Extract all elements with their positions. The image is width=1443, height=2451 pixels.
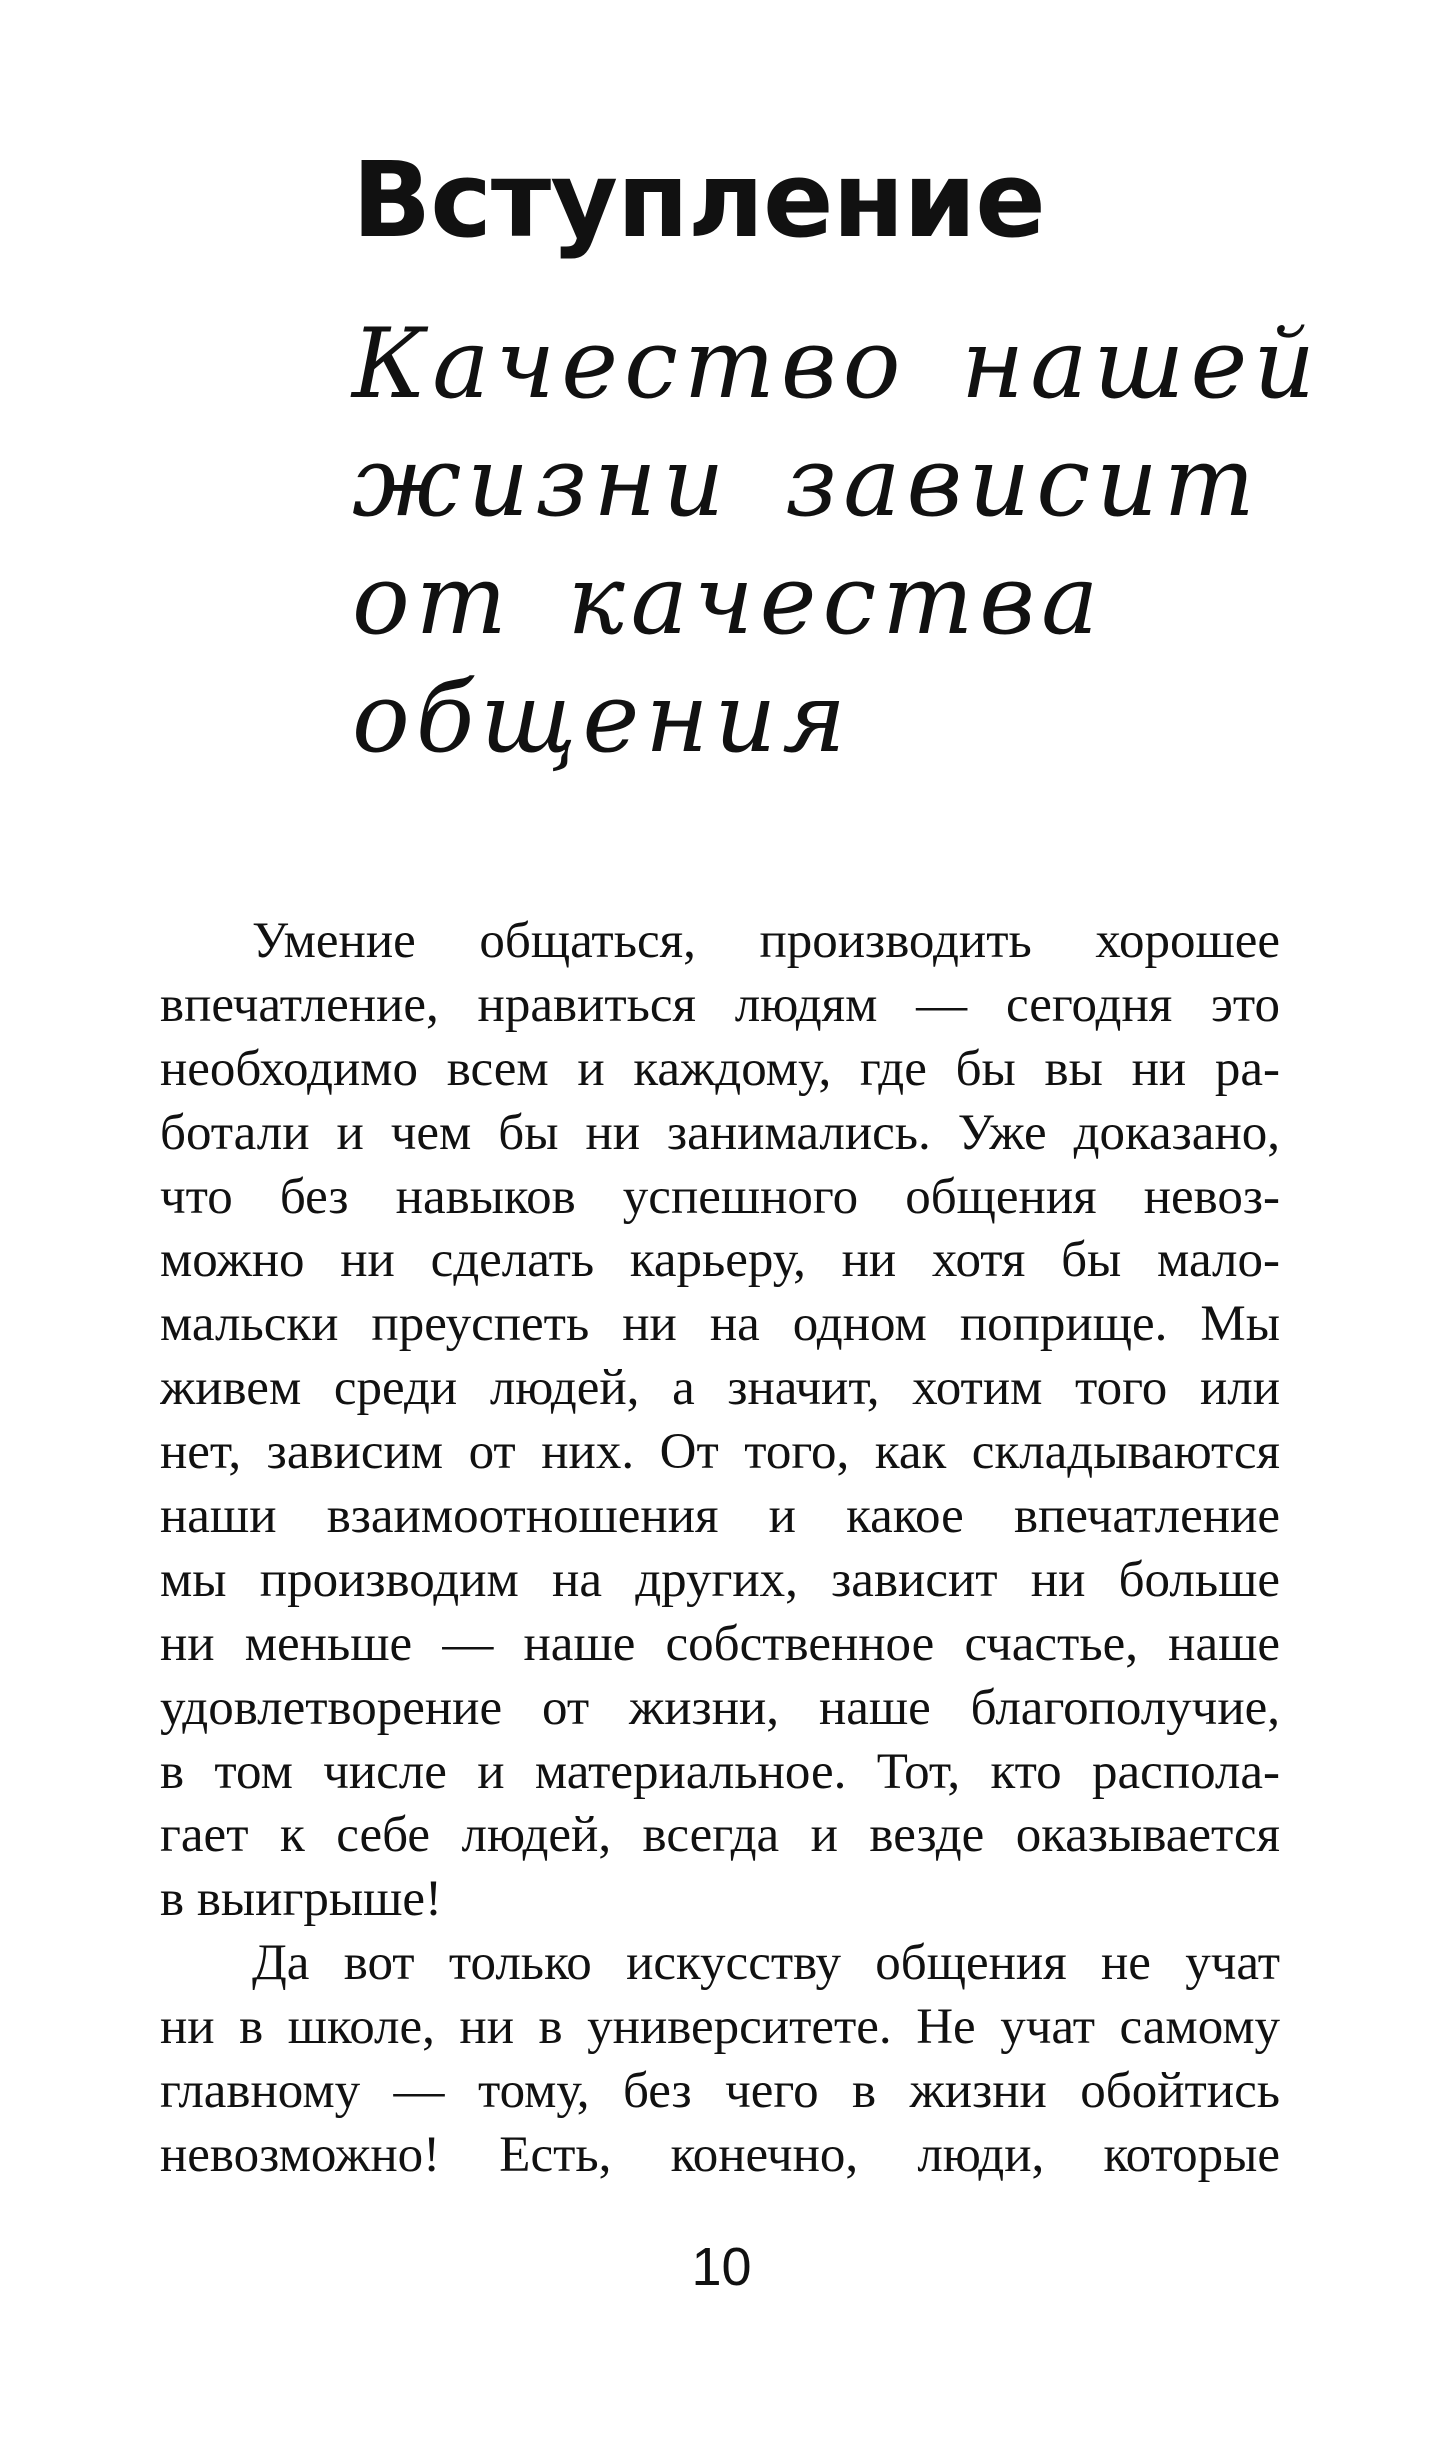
epigraph-line: жизни зависит bbox=[352, 426, 1261, 538]
text-line: живем среди людей, а значит, хотим того или bbox=[160, 1360, 1280, 1417]
text-line: впечатление, нравиться людям — сегодня это bbox=[160, 976, 1280, 1033]
text-line: необходимо всем и каждому, где бы вы ни ра- bbox=[160, 1040, 1280, 1097]
text-line: гает к себе людей, всегда и везде оказывается bbox=[160, 1807, 1280, 1864]
text-line: в том числе и материальное. Тот, кто распола- bbox=[160, 1743, 1280, 1800]
chapter-title: Вступление bbox=[352, 139, 1045, 261]
text-line: в выигрыше! bbox=[160, 1871, 443, 1928]
text-line: нет, зависим от них. От того, как складываются bbox=[160, 1424, 1280, 1481]
text-line: мы производим на других, зависит ни больше bbox=[160, 1551, 1280, 1608]
text-line: Умение общаться, производить хорошее bbox=[252, 913, 1280, 969]
paragraph-1 bbox=[160, 910, 1280, 1932]
text-line: что без навыков успешного общения невоз- bbox=[160, 1168, 1280, 1225]
epigraph-line: Качество нашей bbox=[352, 308, 1322, 420]
text-line: мальски преуспеть ни на одном поприще. Мы bbox=[160, 1296, 1280, 1353]
epigraph bbox=[352, 305, 1322, 777]
text-line: невозможно! Есть, конечно, люди, которые bbox=[160, 2126, 1280, 2183]
body-text bbox=[160, 910, 1280, 2188]
epigraph-line: общения bbox=[352, 662, 852, 774]
text-line: главному — тому, без чего в жизни обойтись bbox=[160, 2063, 1280, 2120]
text-line: Да вот только искусству общения не учат bbox=[252, 1935, 1280, 1992]
text-line: удовлетворение от жизни, наше благополучие, bbox=[160, 1679, 1280, 1736]
page-number: 10 bbox=[691, 2237, 752, 2297]
text-line: ни в школе, ни в университете. Не учат самому bbox=[160, 1999, 1280, 2056]
paragraph-2 bbox=[160, 1932, 1280, 2188]
text-line: ботали и чем бы ни занимались. Уже доказано, bbox=[160, 1104, 1280, 1161]
text-line: ни меньше — наше собственное счастье, наше bbox=[160, 1615, 1280, 1672]
text-line: наши взаимоотношения и какое впечатление bbox=[160, 1488, 1280, 1545]
text-line: можно ни сделать карьеру, ни хотя бы мало- bbox=[160, 1232, 1280, 1289]
epigraph-line: от качества bbox=[352, 544, 1105, 656]
